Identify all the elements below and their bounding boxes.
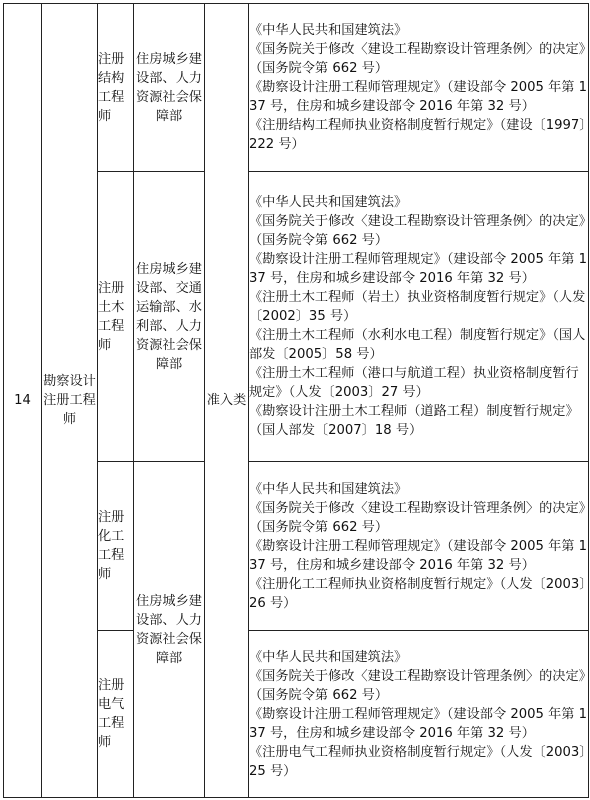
law-item: 《国务院关于修改〈建设工程勘察设计管理条例〉的决定》（国务院令第 662 号） bbox=[249, 42, 586, 76]
sub-qualification-civil: 注册土木工程师 bbox=[98, 172, 134, 462]
sub-qualification-structural: 注册结构工程师 bbox=[98, 4, 134, 172]
category-name: 勘察设计注册工程师 bbox=[42, 4, 98, 798]
department-shared: 住房城乡建设部、人力资源社会保障部 bbox=[134, 462, 205, 798]
law-item: 《勘察设计注册工程师管理规定》（建设部令 2005 年第 137 号，住房和城乡建设部令 2016 年第 32 号） bbox=[249, 538, 588, 573]
law-item: 《注册土木工程师（水利水电工程）制度暂行规定》（国人部发〔2005〕58 号） bbox=[249, 328, 586, 362]
law-item: 《勘察设计注册土木工程师（道路工程）制度暂行规定》（国人部发〔2007〕18 号） bbox=[249, 404, 579, 438]
department-civil: 住房城乡建设部、交通运输部、水利部、人力资源社会保障部 bbox=[134, 172, 205, 462]
law-item: 《中华人民共和国建筑法》 bbox=[249, 649, 408, 665]
law-item: 《勘察设计注册工程师管理规定》（建设部令 2005 年第 137 号，住房和城乡建设部令 2016 年第 32 号） bbox=[249, 252, 588, 286]
law-item: 《勘察设计注册工程师管理规定》（建设部令 2005 年第 137 号，住房和城乡建设部令 2016 年第 32 号） bbox=[249, 80, 588, 114]
laws-civil bbox=[249, 172, 589, 462]
law-item: 《注册电气工程师执业资格制度暂行规定》（人发〔2003〕25 号） bbox=[249, 744, 586, 779]
law-item: 《国务院关于修改〈建设工程勘察设计管理条例〉的决定》（国务院令第 662 号） bbox=[249, 500, 586, 535]
laws-structural bbox=[249, 4, 589, 172]
law-item: 《中华人民共和国建筑法》 bbox=[249, 23, 408, 38]
row-number: 14 bbox=[4, 4, 42, 798]
law-item: 《注册化工工程师执业资格制度暂行规定》（人发〔2003〕26 号） bbox=[249, 576, 586, 611]
law-item: 《国务院关于修改〈建设工程勘察设计管理条例〉的决定》（国务院令第 662 号） bbox=[249, 214, 586, 248]
law-item: 《注册结构工程师执业资格制度暂行规定》（建设〔1997〕222 号） bbox=[249, 118, 586, 152]
law-item: 《注册土木工程师（港口与航道工程）执业资格制度暂行规定》（人发〔2003〕27 号） bbox=[249, 366, 579, 400]
laws-chemical bbox=[249, 462, 589, 631]
sub-qualification-electrical: 注册电气工程师 bbox=[98, 631, 134, 798]
law-item: 《注册土木工程师（岩土）执业资格制度暂行规定》（人发〔2002〕35 号） bbox=[249, 290, 586, 324]
qualification-type: 准入类 bbox=[205, 4, 249, 798]
qualification-table bbox=[3, 3, 589, 798]
laws-electrical bbox=[249, 631, 589, 798]
law-item: 《中华人民共和国建筑法》 bbox=[249, 195, 408, 210]
sub-qualification-chemical: 注册化工工程师 bbox=[98, 462, 134, 631]
law-item: 《中华人民共和国建筑法》 bbox=[249, 481, 408, 497]
law-item: 《国务院关于修改〈建设工程勘察设计管理条例〉的决定》（国务院令第 662 号） bbox=[249, 668, 586, 703]
law-item: 《勘察设计注册工程师管理规定》（建设部令 2005 年第 137 号，住房和城乡建设部令 2016 年第 32 号） bbox=[249, 706, 588, 741]
department-structural: 住房城乡建设部、人力资源社会保障部 bbox=[134, 4, 205, 172]
